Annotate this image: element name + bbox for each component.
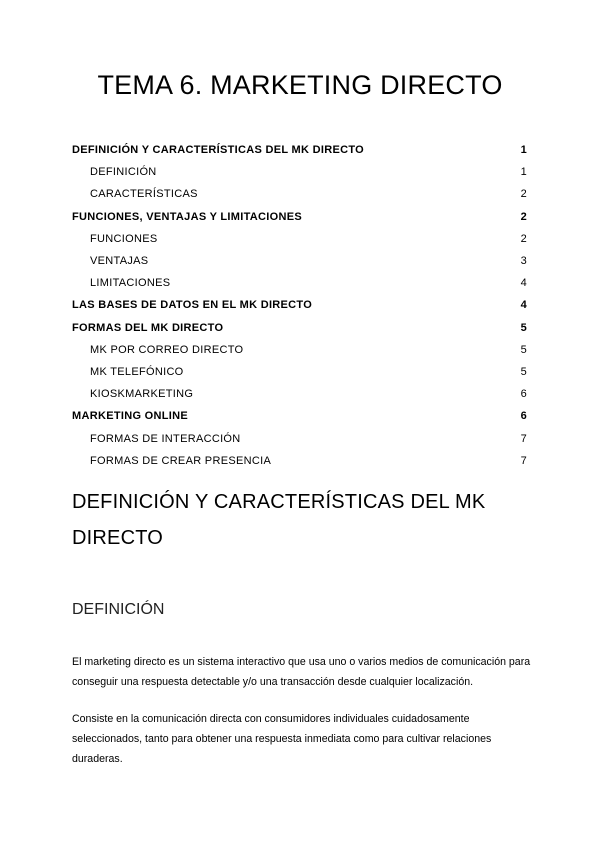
toc-entry[interactable] [72, 405, 527, 427]
toc-entry-label: DEFINICIÓN Y CARACTERÍSTICAS DEL MK DIRECTO [72, 144, 364, 157]
toc-entry-page: 6 [520, 388, 527, 401]
toc-entry[interactable] [72, 427, 527, 449]
toc-entry[interactable] [72, 317, 527, 339]
toc-entry-label: DEFINICIÓN [90, 166, 157, 179]
toc-entry-label: LAS BASES DE DATOS EN EL MK DIRECTO [72, 299, 313, 312]
toc-entry[interactable] [72, 183, 527, 205]
toc-entry[interactable] [72, 139, 527, 161]
toc-entry-label: FORMAS DEL MK DIRECTO [72, 321, 224, 334]
toc-entry-page: 5 [520, 321, 527, 334]
toc-entry-label: MARKETING ONLINE [72, 410, 189, 423]
toc-entry-label: FUNCIONES [90, 232, 158, 245]
document-title: TEMA 6. MARKETING DIRECTO [97, 70, 503, 100]
paragraph: El marketing directo es un sistema interactivo que usa uno o varios medios de comunicación para conseguir una respuesta detectable y/o una transacción desde cualquier localización. [72, 656, 531, 688]
toc-entry[interactable] [72, 450, 527, 472]
toc-entry-page: 1 [520, 166, 527, 179]
toc-entry[interactable] [72, 272, 527, 294]
toc-entry-page: 2 [520, 188, 527, 201]
toc-entry-label: LIMITACIONES [90, 277, 171, 290]
toc-entry[interactable] [72, 294, 527, 316]
toc-entry[interactable] [72, 228, 527, 250]
toc-entry-page: 7 [520, 454, 527, 467]
toc-entry-page: 3 [520, 255, 527, 268]
toc-entry-page: 4 [520, 277, 527, 290]
toc-entry-label: CARACTERÍSTICAS [90, 188, 198, 201]
toc-entry[interactable] [72, 339, 527, 361]
toc-entry-page: 4 [520, 299, 527, 312]
toc-entry-page: 2 [520, 232, 527, 245]
subsection-heading: DEFINICIÓN [72, 601, 165, 618]
table-of-contents [72, 139, 527, 472]
toc-entry-label: FORMAS DE CREAR PRESENCIA [90, 454, 272, 467]
paragraph: Consiste en la comunicación directa con consumidores individuales cuidadosamente seleccionados, tanto para obtener una respuesta inmediata como para cultivar relaciones duraderas. [72, 713, 492, 765]
toc-entry[interactable] [72, 361, 527, 383]
toc-entry-label: KIOSKMARKETING [90, 388, 194, 401]
toc-entry-page: 2 [520, 210, 527, 223]
toc-entry-label: MK POR CORREO DIRECTO [90, 343, 244, 356]
toc-entry-label: VENTAJAS [90, 255, 149, 268]
toc-entry-page: 6 [520, 410, 527, 423]
toc-entry[interactable] [72, 206, 527, 228]
toc-entry-page: 5 [520, 343, 527, 356]
toc-entry-page: 1 [520, 144, 527, 157]
toc-entry[interactable] [72, 250, 527, 272]
section-heading: DEFINICIÓN Y CARACTERÍSTICAS DEL MK DIRECTO [72, 491, 486, 549]
toc-entry-label: FUNCIONES, VENTAJAS Y LIMITACIONES [72, 210, 303, 223]
toc-entry[interactable] [72, 161, 527, 183]
toc-entry[interactable] [72, 383, 527, 405]
toc-entry-label: MK TELEFÓNICO [90, 365, 184, 378]
toc-entry-label: FORMAS DE INTERACCIÓN [90, 432, 241, 445]
toc-entry-page: 5 [520, 365, 527, 378]
toc-entry-page: 7 [520, 432, 527, 445]
